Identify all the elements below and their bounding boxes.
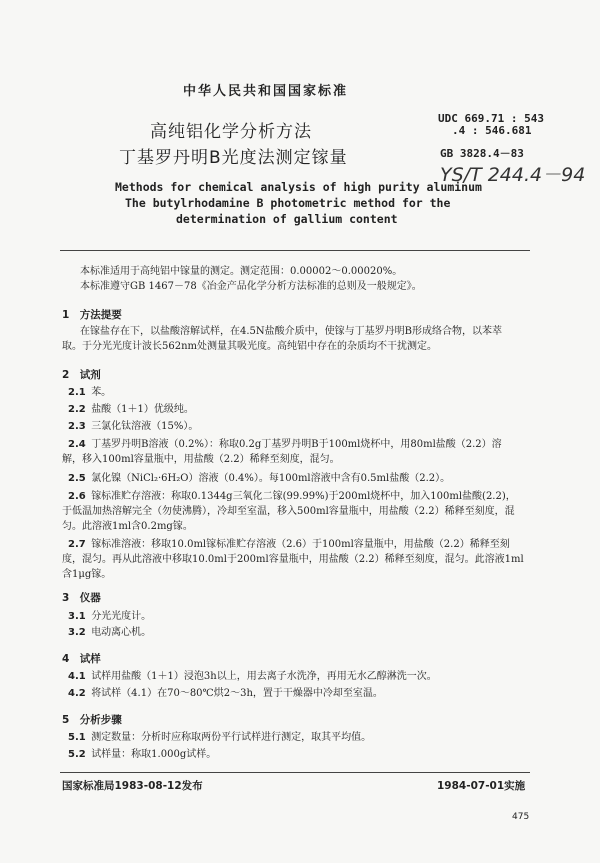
intro-scope: 本标准适用于高纯铝中镓量的测定。测定范围：0.00002～0.00020%。 xyxy=(80,266,403,277)
instrument-3-2 xyxy=(68,626,151,639)
item-number: 5.2 xyxy=(68,749,86,760)
reagent-2-4-cont: 解，移入100ml容量瓶中，用盐酸（2.2）稀释至刻度，混匀。 xyxy=(62,454,340,465)
item-text: 电动离心机。 xyxy=(91,627,152,638)
item-text: 镓标准贮存溶液：称取0.1344g三氧化二镓(99.99%)于200ml烧杯中，加入100ml盐酸(2.2)， xyxy=(91,491,516,502)
udc-code xyxy=(438,113,544,137)
item-number: 4.2 xyxy=(68,688,86,699)
reagent-2-6-cont-1: 于低温加热溶解完全（勿使沸腾），冷却至室温，移入500ml容量瓶中，用盐酸（2.2）稀释至刻度，混 xyxy=(62,506,515,517)
sample-4-1 xyxy=(68,670,437,683)
reagent-2-1 xyxy=(68,386,111,399)
english-title-3: determination of gallium content xyxy=(176,212,398,226)
section-1-text-2: 取。于分光光度计波长562nm处测量其吸光度。高纯铝中存在的杂质均不干扰测定。 xyxy=(62,341,438,352)
item-text: 镓标准溶液：移取10.0ml镓标准贮存溶液（2.6）于100ml容量瓶中，用盐酸（2.2）稀释至刻 xyxy=(91,539,510,550)
section-2-heading: 2 试剂 xyxy=(62,369,101,381)
item-text: 氯化镍（NiCl₂·6H₂O）溶液（0.4%）。每100ml溶液中含有0.5ml盐酸（2.2）。 xyxy=(91,473,451,484)
reagent-2-2 xyxy=(68,403,194,416)
header-divider xyxy=(60,250,530,251)
english-title-1: Methods for chemical analysis of high purity aluminum xyxy=(115,180,482,194)
item-text: 试样用盐酸（1＋1）浸泡3h以上，用去离子水洗净，再用无水乙醇淋洗一次。 xyxy=(91,671,437,682)
section-4-heading: 4 试样 xyxy=(62,653,101,665)
reagent-2-5 xyxy=(68,472,450,485)
item-text: 盐酸（1＋1）优级纯。 xyxy=(91,404,194,415)
effective-date: 1984-07-01实施 xyxy=(437,780,526,792)
item-number: 2.3 xyxy=(68,421,86,432)
item-number: 2.5 xyxy=(68,473,86,484)
item-text: 丁基罗丹明B溶液（0.2%）：称取0.2g丁基罗丹明B于100ml烧杯中，用80ml盐酸（2.2）溶 xyxy=(91,439,502,450)
item-number: 2.1 xyxy=(68,387,86,398)
section-3-heading: 3 仪器 xyxy=(62,592,101,604)
procedure-5-1 xyxy=(68,731,371,744)
item-number: 2.7 xyxy=(68,539,86,550)
item-text: 三氯化钛溶液（15%）。 xyxy=(91,421,199,432)
reagent-2-6-cont-2: 匀。此溶液1ml含0.2mg镓。 xyxy=(62,521,193,532)
ys-handwritten-number: YS/T 244.4－94 xyxy=(440,164,586,186)
issue-date: 国家标准局1983-08-12发布 xyxy=(62,780,203,792)
footer-divider xyxy=(60,772,530,773)
item-number: 4.1 xyxy=(68,671,86,682)
gb-number: GB 3828.4－83 xyxy=(440,147,524,160)
section-5-heading: 5 分析步骤 xyxy=(62,714,122,726)
reagent-2-6 xyxy=(68,490,516,503)
item-text: 测定数量：分析时应称取两份平行试样进行测定，取其平均值。 xyxy=(91,732,372,743)
title-line-1: 高纯铝化学分析方法 xyxy=(150,122,312,142)
udc-line-1: UDC 669.71 : 543 xyxy=(438,112,544,125)
reagent-2-7-cont-2: 含1μg镓。 xyxy=(62,569,112,580)
english-title-2: The butylrhodamine B photometric method for the xyxy=(125,196,451,210)
reagent-2-7 xyxy=(68,538,510,551)
item-text: 苯。 xyxy=(91,387,112,398)
page-number: 475 xyxy=(512,812,530,822)
section-1-heading: 1 方法提要 xyxy=(62,309,122,321)
procedure-5-2 xyxy=(68,748,216,761)
item-number: 2.2 xyxy=(68,404,86,415)
reagent-2-4 xyxy=(68,438,502,451)
intro-compliance: 本标准遵守GB 1467－78《冶金产品化学分析方法标准的总则及一般规定》。 xyxy=(80,281,422,292)
sample-4-2 xyxy=(68,687,383,700)
item-text: 将试样（4.1）在70～80℃烘2～3h，置于干燥器中冷却至室温。 xyxy=(91,688,383,699)
instrument-3-1 xyxy=(68,610,151,623)
item-text: 分光光度计。 xyxy=(91,611,152,622)
reagent-2-3 xyxy=(68,420,198,433)
item-number: 5.1 xyxy=(68,732,86,743)
udc-line-2: .4 : 546.681 xyxy=(452,124,532,137)
item-number: 2.6 xyxy=(68,491,86,502)
item-number: 3.2 xyxy=(68,627,86,638)
item-text: 试样量：称取1.000g试样。 xyxy=(91,749,217,760)
section-1-text-1: 在镓盐存在下，以盐酸溶解试样，在4.5N盐酸介质中，使镓与丁基罗丹明B形成络合物，以苯萃 xyxy=(80,326,503,337)
reagent-2-7-cont-1: 度，混匀。再从此溶液中移取10.0ml于200ml容量瓶中，用盐酸（2.2）稀释至刻度，混匀。此溶液1ml xyxy=(62,554,524,565)
item-number: 2.4 xyxy=(68,439,86,450)
title-line-2: 丁基罗丹明B光度法测定镓量 xyxy=(119,148,348,168)
issuing-authority: 中华人民共和国国家标准 xyxy=(183,84,349,99)
item-number: 3.1 xyxy=(68,611,86,622)
